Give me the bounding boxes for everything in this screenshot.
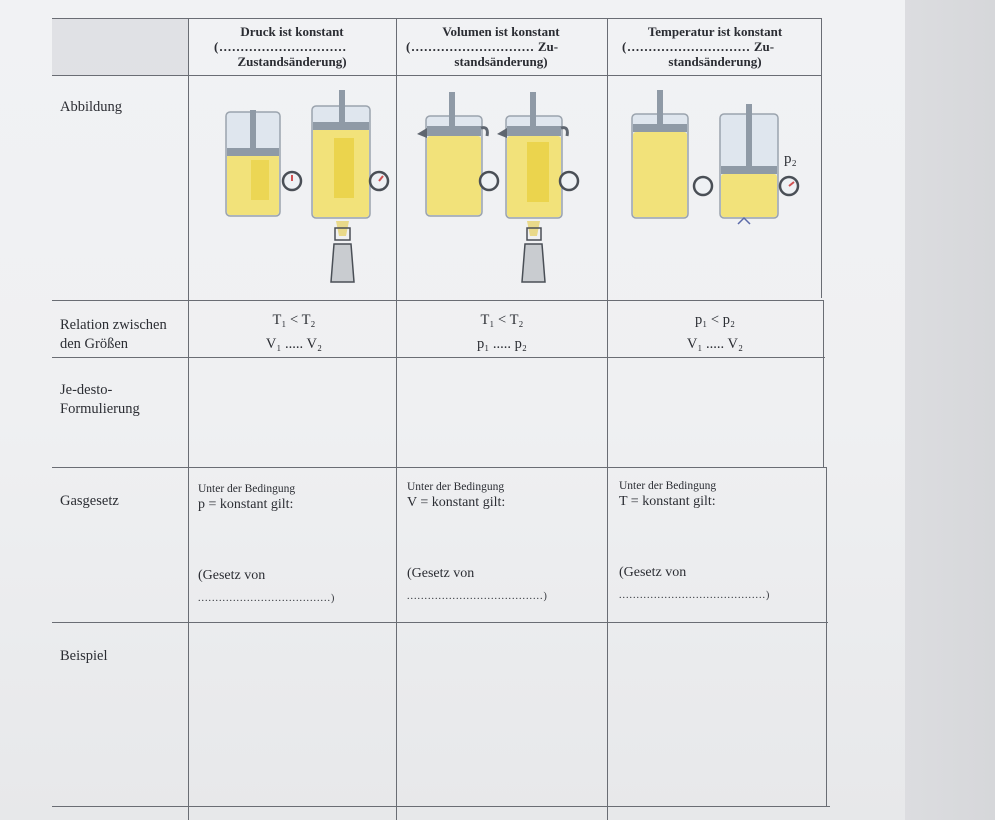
liquid-6 <box>721 174 777 217</box>
row-divider <box>52 357 825 358</box>
liquid-3 <box>427 136 481 215</box>
row-label-relation: Relation zwischen den Größen <box>60 317 167 352</box>
piston-rod-2 <box>339 90 345 124</box>
gauge-4 <box>560 172 578 190</box>
gas-law-temperatur: Unter der Bedingung T = konstant gilt: (Gesetz von ..........................................) <box>619 480 823 604</box>
law-blank[interactable]: ..........................................) <box>619 590 771 601</box>
gas-law-volumen: Unter der Bedingung V = konstant gilt: (Gesetz von .......................................) <box>407 481 603 605</box>
row-divider <box>52 467 826 468</box>
row-divider <box>52 806 830 807</box>
row-label-beispiel: Beispiel <box>60 648 108 664</box>
row-label-gasgesetz: Gasgesetz <box>60 493 119 509</box>
law-blank[interactable]: ......................................) <box>198 593 336 604</box>
background-edge <box>900 0 995 820</box>
burner-1 <box>331 244 354 282</box>
liquid-5 <box>633 132 687 217</box>
table-border-right <box>823 300 824 468</box>
relation-temperatur: p₁ < p₂ V₁ ..... V₂ <box>686 312 744 352</box>
figure-isochoric <box>397 76 606 300</box>
header-temperatur: Temperatur ist konstant (............................. Zu- standsänderung) <box>622 24 783 69</box>
figure-isobaric <box>189 76 395 300</box>
table-border-right <box>826 467 827 807</box>
header-corner-cell <box>52 19 188 75</box>
relation-volumen: T₁ < T₂ p₁ ..... p₂ <box>477 312 527 352</box>
gauge-5 <box>694 177 712 195</box>
law-blank[interactable]: .......................................) <box>407 591 548 602</box>
gas-law-druck: Unter der Bedingung p = konstant gilt: (Gesetz von ......................................) <box>198 483 392 607</box>
row-divider <box>52 300 824 301</box>
gauge-3 <box>480 172 498 190</box>
p2-label: p₂ <box>784 151 797 167</box>
row-divider <box>52 622 828 623</box>
relation-druck: T₁ < T₂ V₁ ..... V₂ <box>265 312 323 352</box>
piston-rod-1 <box>250 110 256 150</box>
header-volumen: Volumen ist konstant (............................. Zu- standsänderung) <box>406 24 560 69</box>
header-druck: Druck ist konstant (.............................. Zustandsänderung) <box>214 24 347 69</box>
row-label-abbildung: Abbildung <box>60 99 123 115</box>
row-label-jedesto: Je-desto- Formulierung <box>60 382 140 417</box>
table-border-right <box>821 18 822 298</box>
table-border-top <box>52 18 822 19</box>
figure-isothermal <box>608 76 820 300</box>
burner-2 <box>522 244 545 282</box>
